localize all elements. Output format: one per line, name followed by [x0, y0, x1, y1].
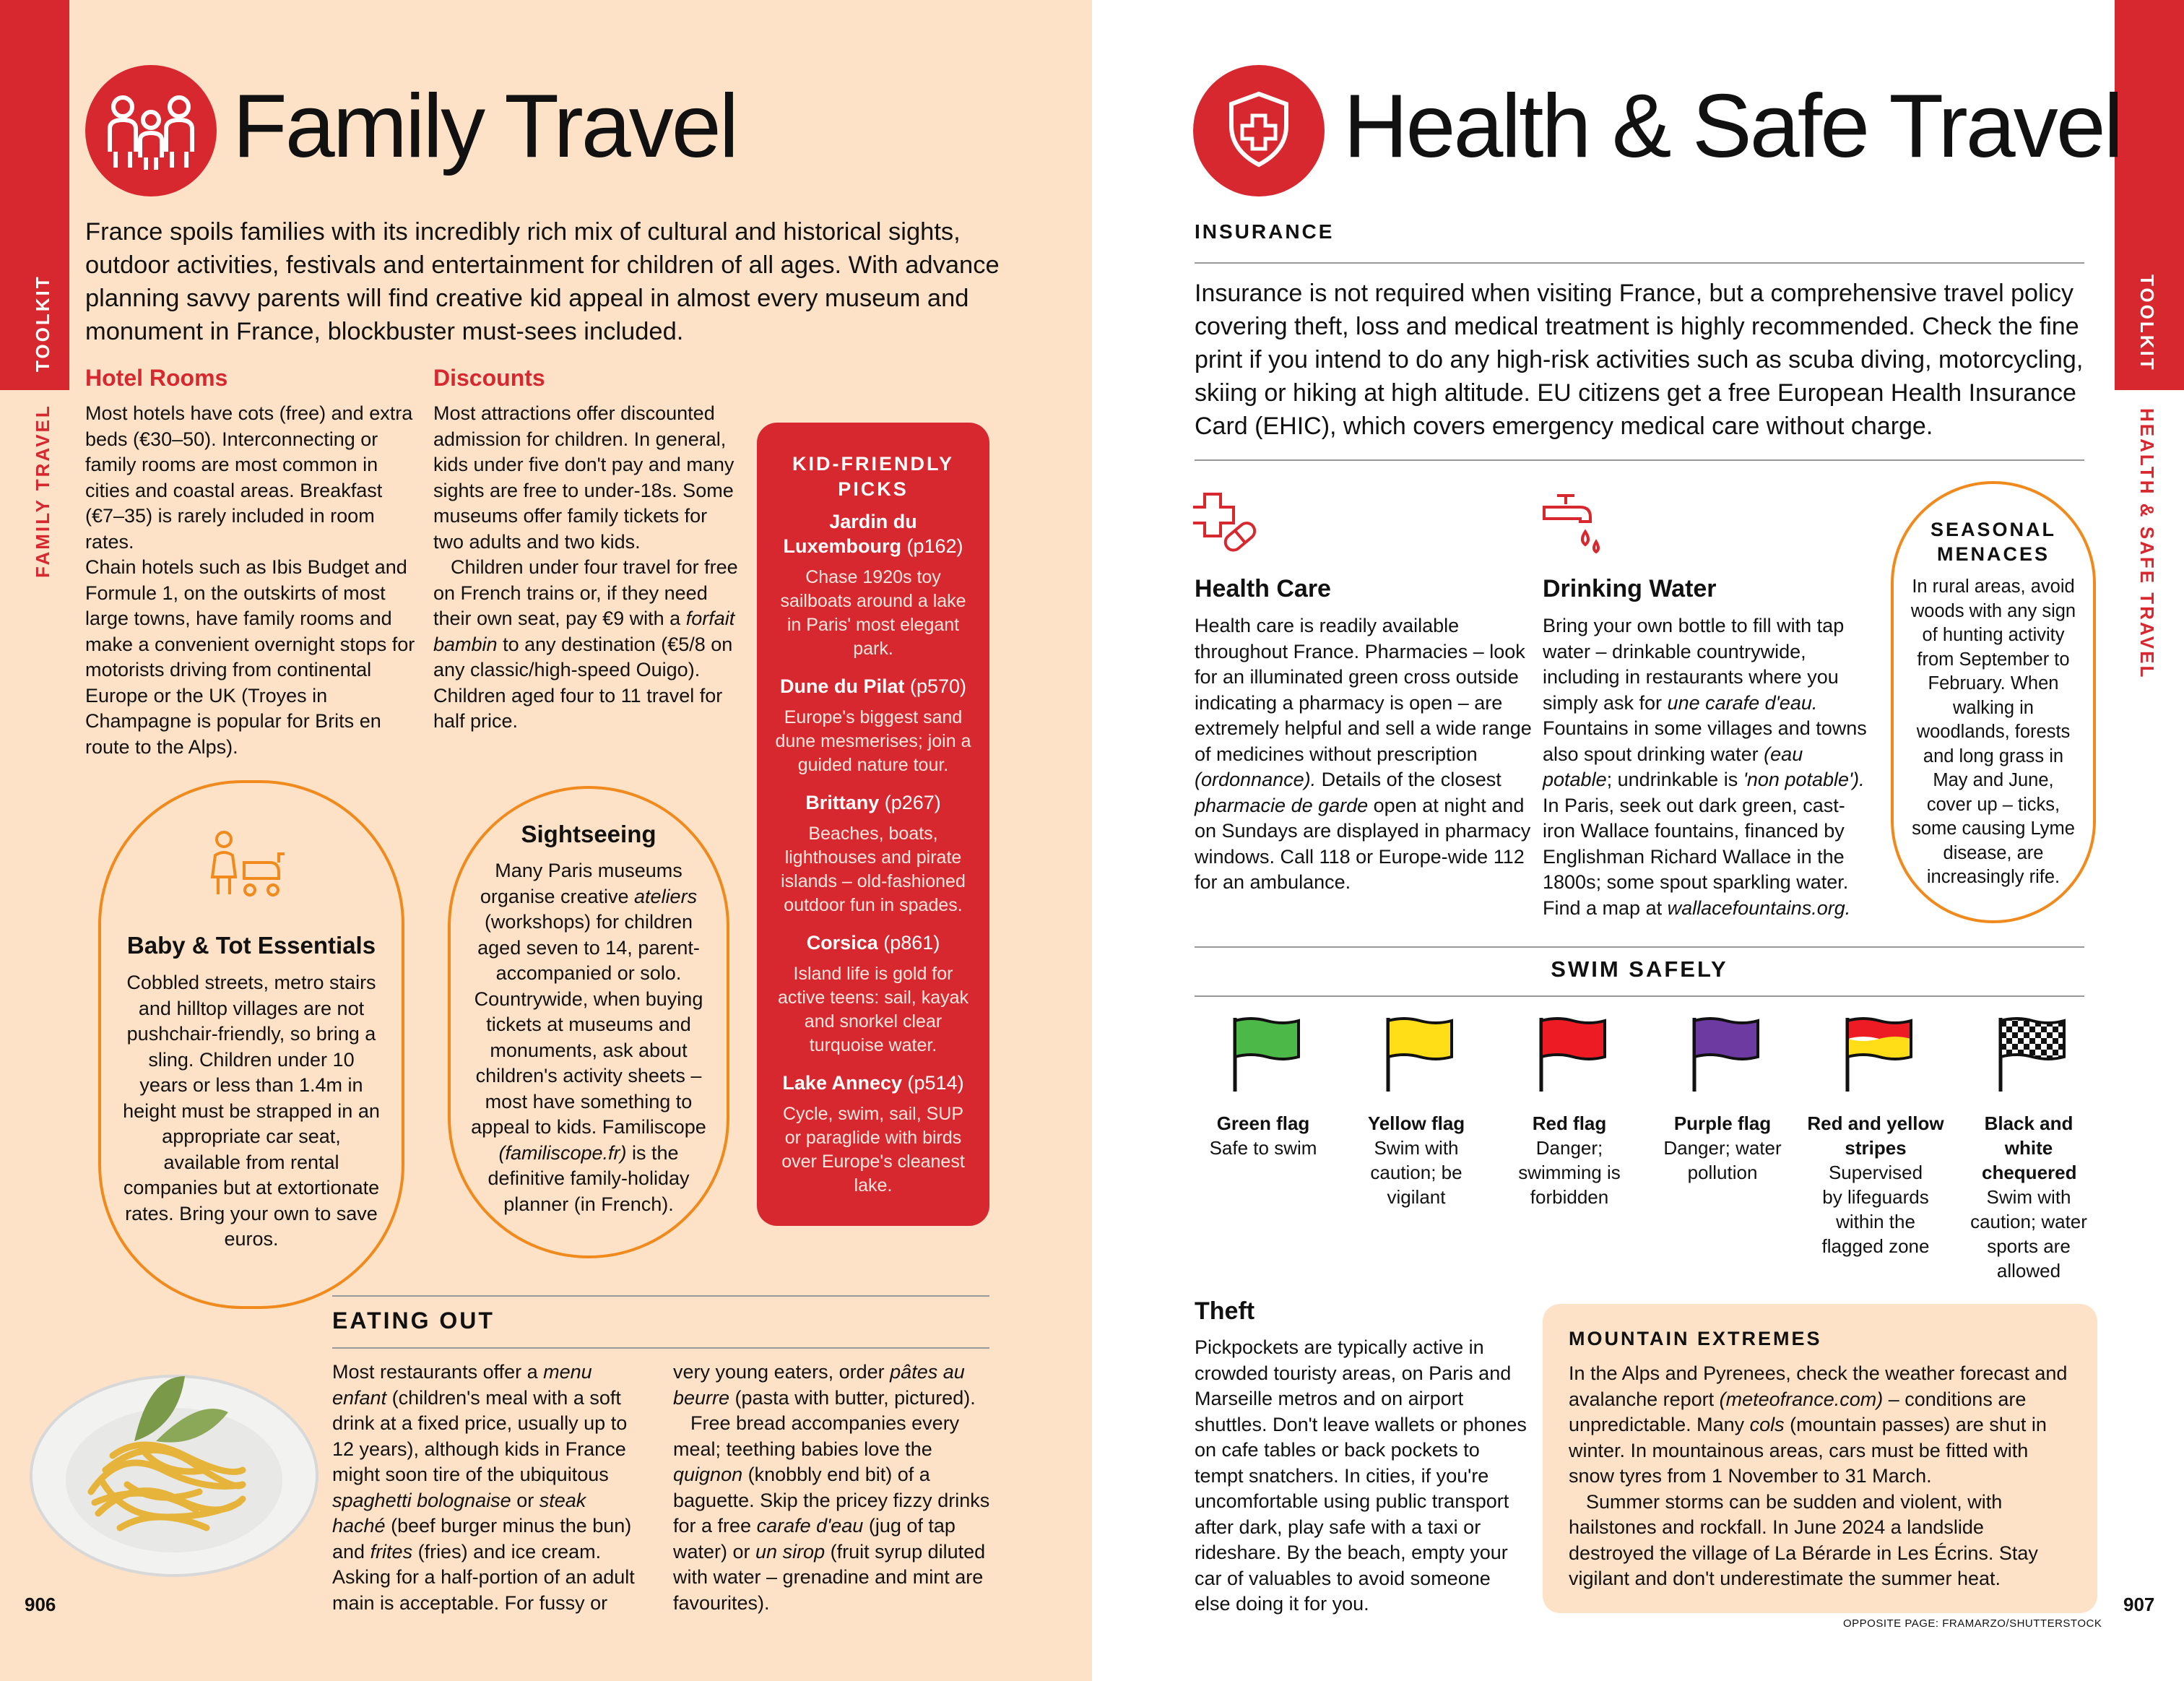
- flag-chequered: Black and white chequered Swim with caution; water sports are allowed: [1970, 1112, 2087, 1282]
- baby-text: Cobbled streets, metro stairs and hilltop villages are not pushchair-friendly, so bring a sling. Children under 10 years or less than 1.4m in height must be strapped in an appropriate car seat, available from rental companies but at extortionate rates. Bring your own to save euros.: [123, 972, 380, 1250]
- flag-red-yellow: Red and yellow stripes Supervised by lifeguards within the flagged zone: [1807, 1112, 1944, 1257]
- insurance-heading: INSURANCE: [1195, 220, 1335, 243]
- page-title-health: Health & Safe Travel: [1343, 77, 2122, 176]
- discounts-heading: Discounts: [433, 365, 545, 391]
- kid-pick-item: Lake Annecy (p514) Cycle, swim, sail, SUP or paraglide with birds over Europe's cleanest lake.: [781, 1072, 965, 1196]
- kid-pick-item: Jardin du Luxembourg (p162) Chase 1920s toy sailboats around a lake in Paris' most elegant park.: [780, 511, 966, 659]
- kid-picks-heading: KID-FRIENDLY PICKS: [792, 453, 954, 500]
- kid-pick-item: Dune du Pilat (p570) Europe's biggest sand dune mesmerises; join a guided nature tour.: [775, 675, 971, 775]
- photo-credit: OPPOSITE PAGE: FRAMARZO/SHUTTERSTOCK: [1843, 1617, 2102, 1630]
- purple-flag-icon: [1689, 1015, 1761, 1098]
- insurance-rule-top: [1195, 262, 2084, 264]
- mountain-heading: MOUNTAIN EXTREMES: [1569, 1328, 1822, 1349]
- mountain-text: In the Alps and Pyrenees, check the weather forecast and avalanche report (meteofrance.com) – conditions are unpredictable. Many cols (mountain passes) are shut in winter. In mountainous areas, cars must be fitted with snow tyres from 1 November to 31 March. Summer storms can be sudden and violent, with hailstones and rockfall. In June 2024 a landslide destroyed the village of La Bérarde in Les Écrins. Stay vigilant and don't underestimate the summer heat.: [1569, 1362, 2068, 1589]
- flag-yellow: Yellow flag Swim with caution; be vigilant: [1367, 1112, 1465, 1208]
- left-sidebar-toolkit: TOOLKIT: [32, 275, 53, 372]
- kid-pick-item: Corsica (p861) Island life is gold for active teens: sail, kayak and snorkel clear turquoise water.: [777, 932, 968, 1055]
- baby-stroller-icon: [204, 829, 290, 905]
- discounts-text: Most attractions offer discounted admission for children. In general, kids under five don't pay and many sights are free to under-18s. Some museums offer family tickets for two adults and two kids. Children under four travel for free on French trains or, if they need their own seat, pay €9 with a forfait bambin to any destination (€5/8 on any classic/high-speed Ouigo). Children aged four to 11 travel for half price.: [433, 402, 738, 732]
- green-flag-icon: [1229, 1015, 1301, 1098]
- swim-rule-bottom: [1195, 995, 2084, 997]
- eating-rule-top: [332, 1295, 989, 1297]
- pills-icon: [1193, 491, 1258, 560]
- kid-friendly-picks-box: [757, 423, 989, 1226]
- hotel-heading: Hotel Rooms: [85, 365, 228, 391]
- chequered-flag-icon: [1995, 1015, 2067, 1098]
- swim-heading: SWIM SAFELY: [1551, 956, 1728, 982]
- page-title-family: Family Travel: [233, 77, 737, 176]
- seasonal-heading: SEASONAL MENACES: [1930, 519, 2057, 565]
- hotel-text: Most hotels have cots (free) and extra beds (€30–50). Interconnecting or family rooms are most common in cities and coastal areas. Breakfast (€7–35) is rarely included in room rates. Chain hotels such as Ibis Budget and Formule 1, on the outskirts of most large towns, have family rooms and make a convenient overnight stops for motorists driving from continental Europe or the UK (Troyes in Champagne is popular for Brits en route to the Alps).: [85, 402, 415, 758]
- left-sidebar-section: FAMILY TRAVEL: [32, 404, 53, 578]
- kid-pick-item: Brittany (p267) Beaches, boats, lighthouses and pirate islands – old-fashioned outdoor fun in spades.: [781, 792, 966, 915]
- family-intro: France spoils families with its incredibly rich mix of cultural and historical sights, outdoor activities, festivals and entertainment for children of all ages. With advance planning savvy parents will find creative kid appeal in almost every museum and monument in France, blockbuster must-sees included.: [85, 218, 1000, 345]
- page-number-right: 907: [2123, 1594, 2155, 1615]
- sightseeing-text: Many Paris museums organise creative ateliers (workshops) for children aged seven to 14, parent-accompanied or solo. Countrywide, when buying tickets at museums and monuments, ask about children's activity sheets – most have something to appeal to kids. Familiscope (familiscope.fr) is the definitive family-holiday planner (in French).: [471, 860, 706, 1215]
- right-sidebar-section: HEALTH & SAFE TRAVEL: [2136, 408, 2158, 680]
- right-sidebar-toolkit: TOOLKIT: [2136, 275, 2158, 372]
- theft-heading: Theft: [1195, 1297, 1255, 1325]
- right-page: [1092, 0, 2184, 1681]
- health-heading: Health Care: [1195, 575, 1331, 602]
- eating-heading: EATING OUT: [332, 1308, 495, 1334]
- insurance-rule-bottom: [1195, 459, 2084, 461]
- water-heading: Drinking Water: [1543, 575, 1717, 602]
- tap-icon: [1541, 491, 1606, 560]
- flag-purple: Purple flag Danger; water pollution: [1663, 1112, 1782, 1183]
- water-text: Bring your own bottle to fill with tap water – drinkable countrywide, including in restaurants where you simply ask for une carafe d'eau. Fountains in some villages and towns also spout drinking water (eau potable; undrinkable is 'non potable'). In Paris, seek out dark green, cast-iron Wallace fountains, financed by Englishman Richard Wallace in the 1800s; some spout sparkling water. Find a map at wallacefountains.org.: [1543, 615, 1867, 919]
- red-flag-icon: [1535, 1015, 1608, 1098]
- red-yellow-flag-icon: [1842, 1015, 1914, 1098]
- theft-text: Pickpockets are typically active in crowded touristy areas, on Paris and Marseille metros and on airport shuttles. Don't leave wallets or phones on cafe tables or back pockets to tempt snatchers. In cities, if you're uncomfortable using public transport after dark, play safe with a taxi or rideshare. By the beach, empty your car of valuables to avoid someone else doing it for you.: [1195, 1336, 1527, 1615]
- flag-green: Green flag Safe to swim: [1209, 1112, 1317, 1159]
- insurance-text: Insurance is not required when visiting France, but a comprehensive travel policy covering theft, loss and medical treatment is highly recommended. Check the fine print if you intend to do any high-risk activities such as scuba diving, motorcycling, skiing or hiking at high altitude. EU citizens get a free European Health Insurance Card (EHIC), which covers emergency medical care without charge.: [1195, 280, 2084, 440]
- swim-rule-top: [1195, 946, 2084, 948]
- health-text: Health care is readily available throughout France. Pharmacies – look for an illuminated green cross outside indicating a pharmacy is open – are extremely helpful and sell a wide range of medicines without prescription (ordonnance). Details of the closest pharmacie de garde open at night and on Sundays are displayed in pharmacy windows. Call 118 or Europe-wide 112 for an ambulance.: [1195, 615, 1532, 893]
- eating-col-1: Most restaurants offer a menu enfant (children's meal with a soft drink at a fixed price, usually up to 12 years), although kids in France might soon tire of the ubiquitous spaghetti bolognaise or steak haché (beef burger minus the bun) and frites (fries) and ice cream. Asking for a half-portion of an adult main is acceptable. For fussy or: [332, 1361, 635, 1614]
- sightseeing-heading: Sightseeing: [521, 821, 656, 847]
- baby-heading: Baby & Tot Essentials: [126, 932, 376, 959]
- flag-red: Red flag Danger; swimming is forbidden: [1518, 1112, 1621, 1208]
- page-number-left: 906: [25, 1594, 56, 1615]
- yellow-flag-icon: [1382, 1015, 1455, 1098]
- eating-col-2: very young eaters, order pâtes au beurre (pasta with butter, pictured). Free bread accompanies every meal; teething babies love the quignon (knobbly end bit) of a baguette. Skip the pricey fizzy drinks for a free carafe d'eau (jug of tap water) or un sirop (fruit syrup diluted with water – grenadine and mint are favourites).: [673, 1361, 990, 1614]
- seasonal-text: In rural areas, avoid woods with any sign of hunting activity from September to February. When walking in woodlands, forests and long grass in May and June, cover up – ticks, some causing Lyme disease, are increasingly rife.: [1910, 576, 2076, 887]
- eating-rule-bottom: [332, 1347, 989, 1349]
- pasta-photo: [26, 1347, 322, 1582]
- shield-cross-icon: [1193, 65, 1325, 196]
- family-icon: [85, 65, 217, 196]
